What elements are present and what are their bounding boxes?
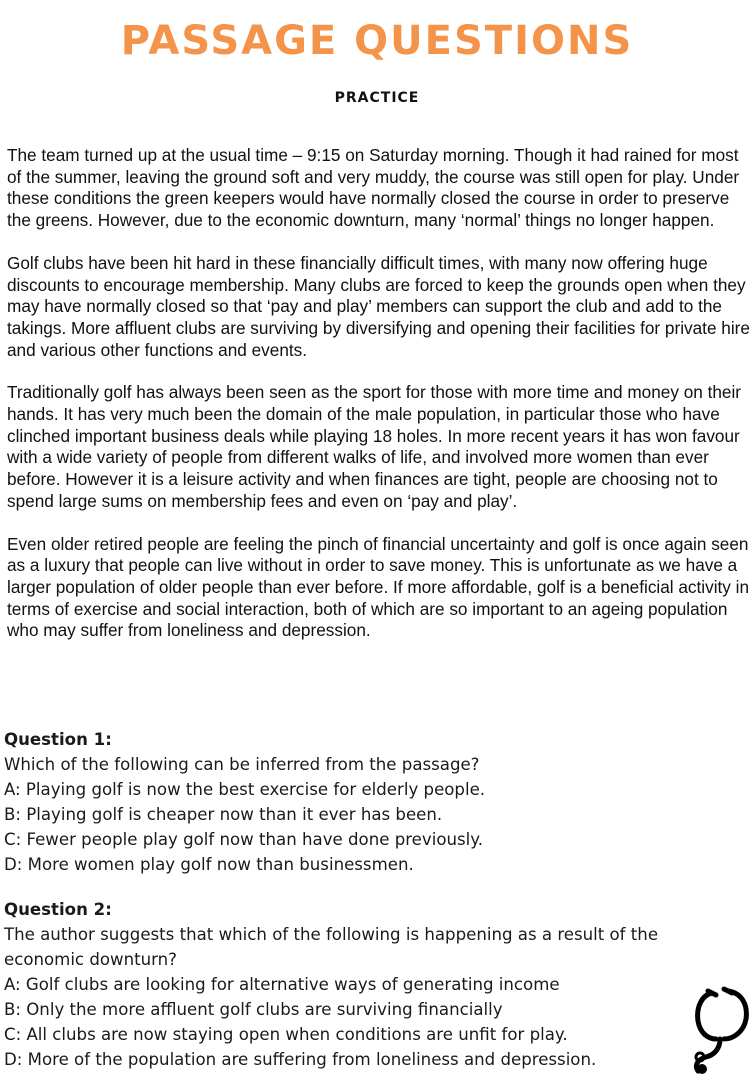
question-2 xyxy=(4,897,704,1072)
question-1 xyxy=(4,727,704,877)
answer-option-d: D: More of the population are suffering from loneliness and depression. xyxy=(4,1050,597,1069)
answer-option-c: C: All clubs are now staying open when conditions are unfit for play. xyxy=(4,1025,568,1044)
answer-option-a: A: Playing golf is now the best exercise for elderly people. xyxy=(4,780,486,799)
passage-paragraph: Golf clubs have been hit hard in these financially difficult times, with many now offering huge discounts to encourage membership. Many clubs are forced to keep the grounds open when they may have normally closed so that ‘pay and play’ members can support the club and add to the takings. More affluent clubs are surviving by diversifying and opening their facilities for private hire and various other functions and events. xyxy=(7,252,750,360)
question-heading: Question 1: xyxy=(4,730,112,749)
question-text: Which of the following can be inferred from the passage? xyxy=(4,755,480,774)
answer-option-d: D: More women play golf now than businessmen. xyxy=(4,855,414,874)
stethoscope-icon xyxy=(688,985,754,1075)
answer-option-b: B: Only the more affluent golf clubs are surviving financially xyxy=(4,1000,503,1019)
passage-paragraph: Even older retired people are feeling the pinch of financial uncertainty and golf is once again seen as a luxury that people can live without in order to save money. This is unfortunate as we have a larger population of older people than ever before. If more affordable, golf is a beneficial activity in terms of exercise and social interaction, both of which are so important to an ageing population who may suffer from loneliness and depression. xyxy=(7,533,750,641)
page-title: PASSAGE QUESTIONS xyxy=(120,18,634,64)
answer-option-b: B: Playing golf is cheaper now than it ever has been. xyxy=(4,805,443,824)
question-heading: Question 2: xyxy=(4,900,112,919)
passage-paragraph: The team turned up at the usual time – 9:15 on Saturday morning. Though it had rained for most of the summer, leaving the ground soft and very muddy, the course was still open for play. Under these conditions the green keepers would have normally closed the course in order to preserve the greens. However, due to the economic downturn, many ‘normal’ things no longer happen. xyxy=(7,145,740,231)
question-text: The author suggests that which of the following is happening as a result of the economic downturn? xyxy=(4,925,659,969)
passage xyxy=(7,145,753,663)
answer-option-c: C: Fewer people play golf now than have done previously. xyxy=(4,830,483,849)
page-subtitle: PRACTICE xyxy=(334,90,420,106)
answer-option-a: A: Golf clubs are looking for alternative ways of generating income xyxy=(4,975,560,994)
passage-paragraph: Traditionally golf has always been seen as the sport for those with more time and money on their hands. It has very much been the domain of the male population, in particular those who have clinched important business deals while playing 18 holes. In more recent years it has won favour with a wide variety of people from different walks of life, and involved more women than ever before. However it is a leisure activity and when finances are tight, people are choosing not to spend large sums on membership fees and even on ‘pay and play’. xyxy=(7,382,742,511)
questions-section xyxy=(4,727,704,1092)
